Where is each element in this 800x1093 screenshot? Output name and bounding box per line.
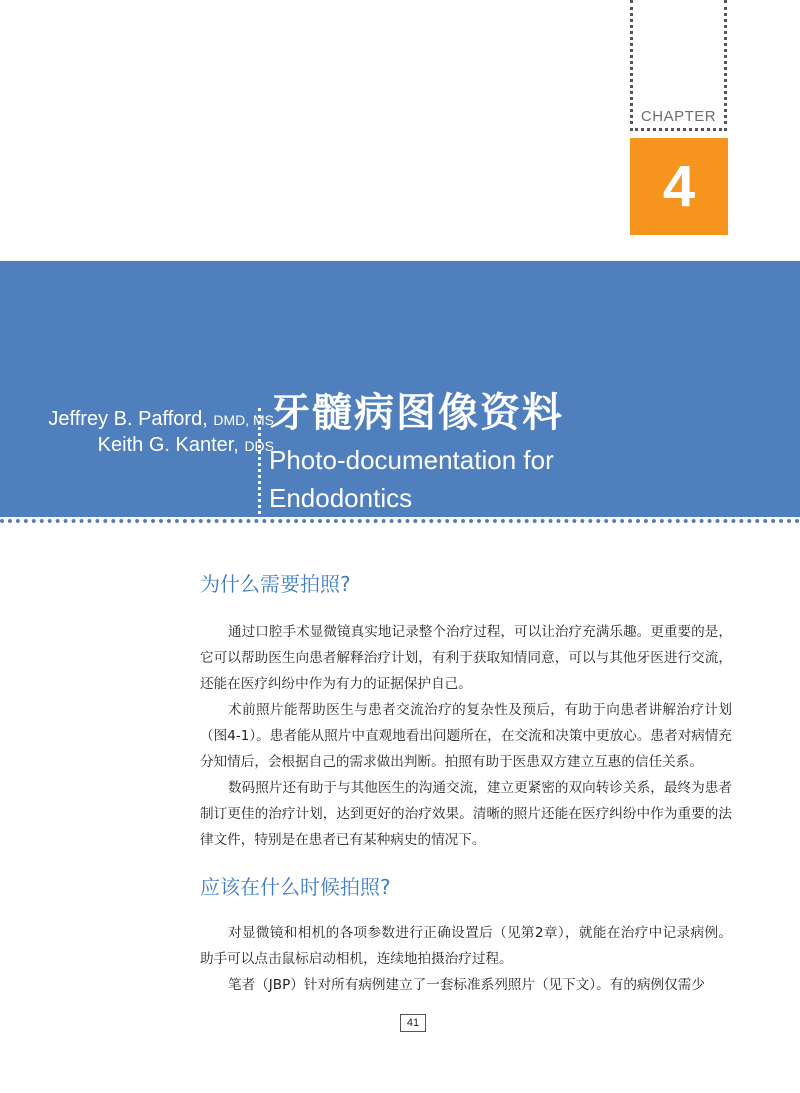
banner-dotted-rule [0,519,800,523]
paragraph: 对显微镜和相机的各项参数进行正确设置后（见第2章），就能在治疗中记录病例。助手可以点击鼠标启动相机，连续地拍摄治疗过程。 [200,925,732,967]
section-heading: 为什么需要拍照? [200,572,351,596]
english-title-line-2: Endodontics [269,483,413,513]
paragraph: 通过口腔手术显微镜真实地记录整个治疗过程，可以让治疗充满乐趣。更重要的是，它可以帮助医生向患者解释治疗计划，有利于获取知情同意，可以与其他牙医进行交流，还能在医疗纠纷中作为有力的证据保护自己。 [200,624,732,692]
paragraph: 术前照片能帮助医生与患者交流治疗的复杂性及预后，有助于向患者讲解治疗计划（图4-1）。患者能从照片中直观地看出问题所在，在交流和决策中更放心。患者对病情充分知情后，会根据自己的需求做出判断。拍照有助于医患双方建立互惠的信任关系。 [200,702,732,770]
author-name: Keith G. Kanter, [97,434,239,456]
chinese-title: 牙髓病图像资料 [270,390,564,436]
page-number: 41 [400,1014,426,1032]
authors [48,407,274,459]
author-1 [48,407,274,433]
author-degree: DDS [244,438,274,454]
section-when-photograph [200,871,732,998]
section-heading: 应该在什么时候拍照? [200,875,391,899]
paragraph: 数码照片还有助于与其他医生的沟通交流，建立更紧密的双向转诊关系，最终为患者制订更佳的治疗计划，达到更好的治疗效果。清晰的照片还能在医疗纠纷中作为重要的法律文件，特别是在患者已有某种病史的情况下。 [200,780,732,848]
author-degree: DMD, MS [213,412,274,428]
english-title-line-1: Photo-documentation for [269,445,554,475]
english-title [269,441,554,517]
author-2 [48,433,274,459]
chapter-number: 4 [630,138,728,235]
chapter-label: CHAPTER [640,108,717,125]
author-name: Jeffrey B. Pafford, [48,408,208,430]
section-why-photograph [200,568,732,853]
paragraph: 笔者（JBP）针对所有病例建立了一套标准系列照片（见下文）。有的病例仅需少 [228,977,705,993]
